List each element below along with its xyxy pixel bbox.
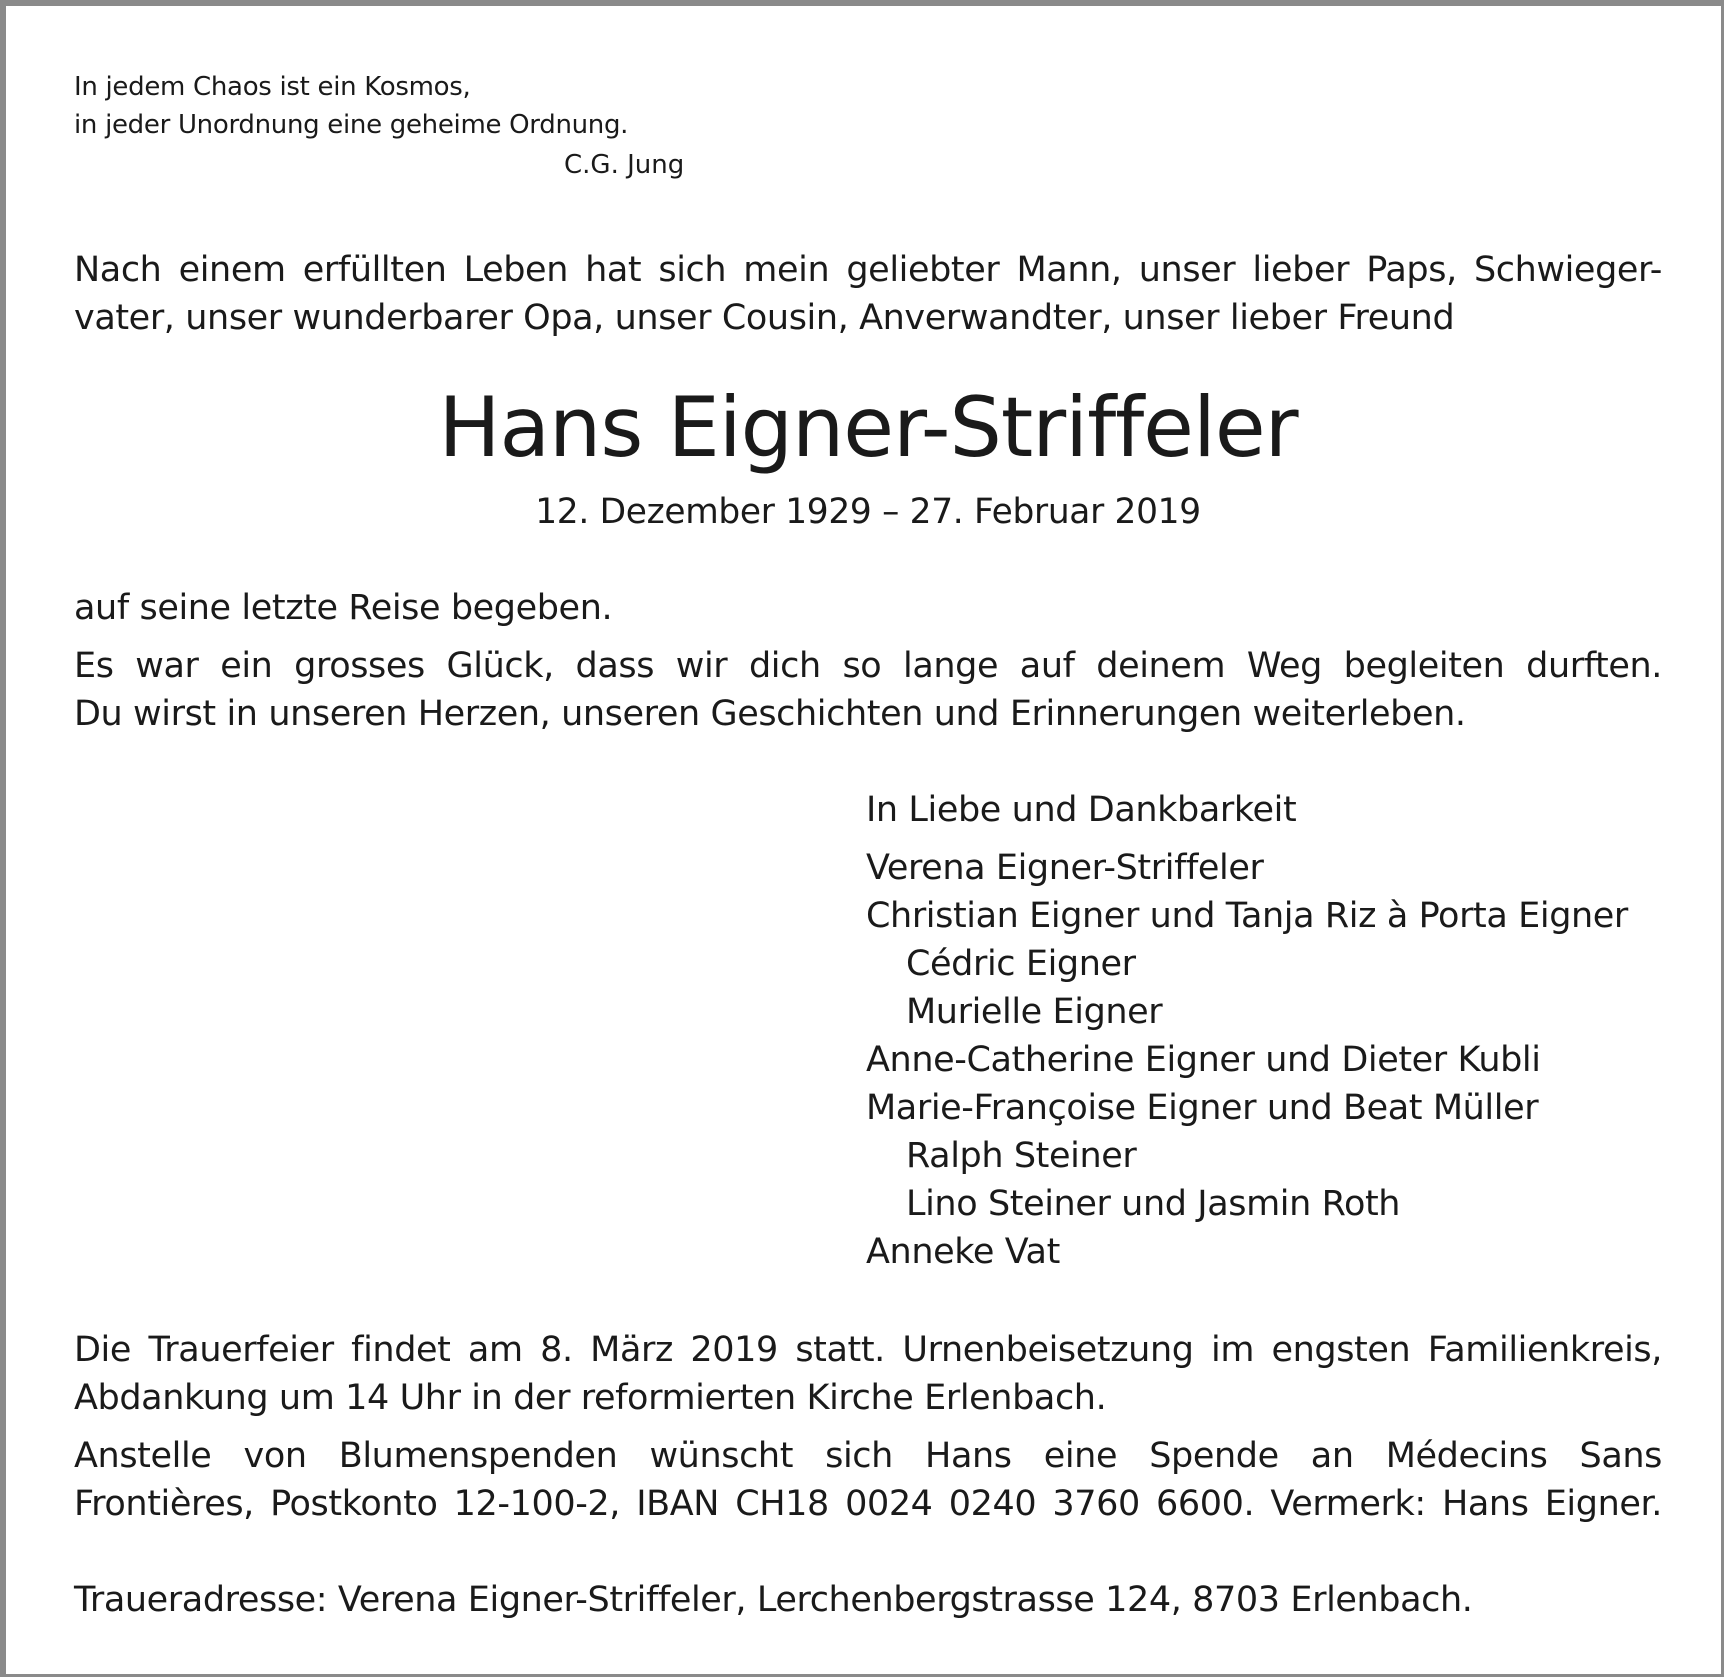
signer-name: Verena Eigner-Striffeler — [866, 848, 1264, 888]
motto-line-1: In jedem Chaos ist ein Kosmos, — [74, 72, 471, 102]
motto-line-2: in jeder Unordnung eine geheime Ordnung. — [74, 110, 629, 140]
signer-name: Anne-Catherine Eigner und Dieter Kubli — [866, 1040, 1541, 1080]
signer-name: Lino Steiner und Jasmin Roth — [906, 1184, 1401, 1224]
signer-name: Murielle Eigner — [906, 992, 1163, 1032]
service-line-2: Abdankung um 14 Uhr in der reformierten Kirche Erlenbach. — [74, 1378, 1107, 1418]
donation-line-1: Anstelle von Blumenspenden wünscht sich Hans eine Spende an Médecins Sans — [74, 1436, 1662, 1476]
motto-author: C.G. Jung — [564, 150, 685, 180]
signer-name: Anneke Vat — [866, 1232, 1060, 1272]
intro-line-1: Nach einem erfüllten Leben hat sich mein geliebter Mann, unser lieber Paps, Schwieger- — [74, 250, 1662, 290]
signer-name: Ralph Steiner — [906, 1136, 1137, 1176]
closing-line-2: Es war ein grosses Glück, dass wir dich so lange auf deinem Weg begleiten durften. — [74, 646, 1662, 686]
closing-line-1: auf seine letzte Reise begeben. — [74, 588, 613, 628]
signature-heading: In Liebe und Dankbarkeit — [866, 790, 1297, 830]
intro-line-2: vater, unser wunderbarer Opa, unser Cousin, Anverwandter, unser lieber Freund — [74, 298, 1455, 338]
mourning-address: Traueradresse: Verena Eigner-Striffeler, Lerchenbergstrasse 124, 8703 Erlenbach. — [74, 1580, 1473, 1620]
signer-name: Marie-Françoise Eigner und Beat Müller — [866, 1088, 1539, 1128]
deceased-name: Hans Eigner-Striffeler — [438, 380, 1298, 476]
closing-line-3: Du wirst in unseren Herzen, unseren Geschichten und Erinnerungen weiterleben. — [74, 694, 1466, 734]
donation-line-2: Frontières, Postkonto 12-100-2, IBAN CH18 0024 0240 3760 6600. Vermerk: Hans Eigner. — [74, 1484, 1662, 1524]
signer-name: Cédric Eigner — [906, 944, 1136, 984]
signer-name: Christian Eigner und Tanja Riz à Porta Eigner — [866, 896, 1628, 936]
service-line-1: Die Trauerfeier findet am 8. März 2019 statt. Urnenbeisetzung im engsten Familienkreis, — [74, 1330, 1662, 1370]
life-dates: 12. Dezember 1929 – 27. Februar 2019 — [535, 492, 1201, 532]
